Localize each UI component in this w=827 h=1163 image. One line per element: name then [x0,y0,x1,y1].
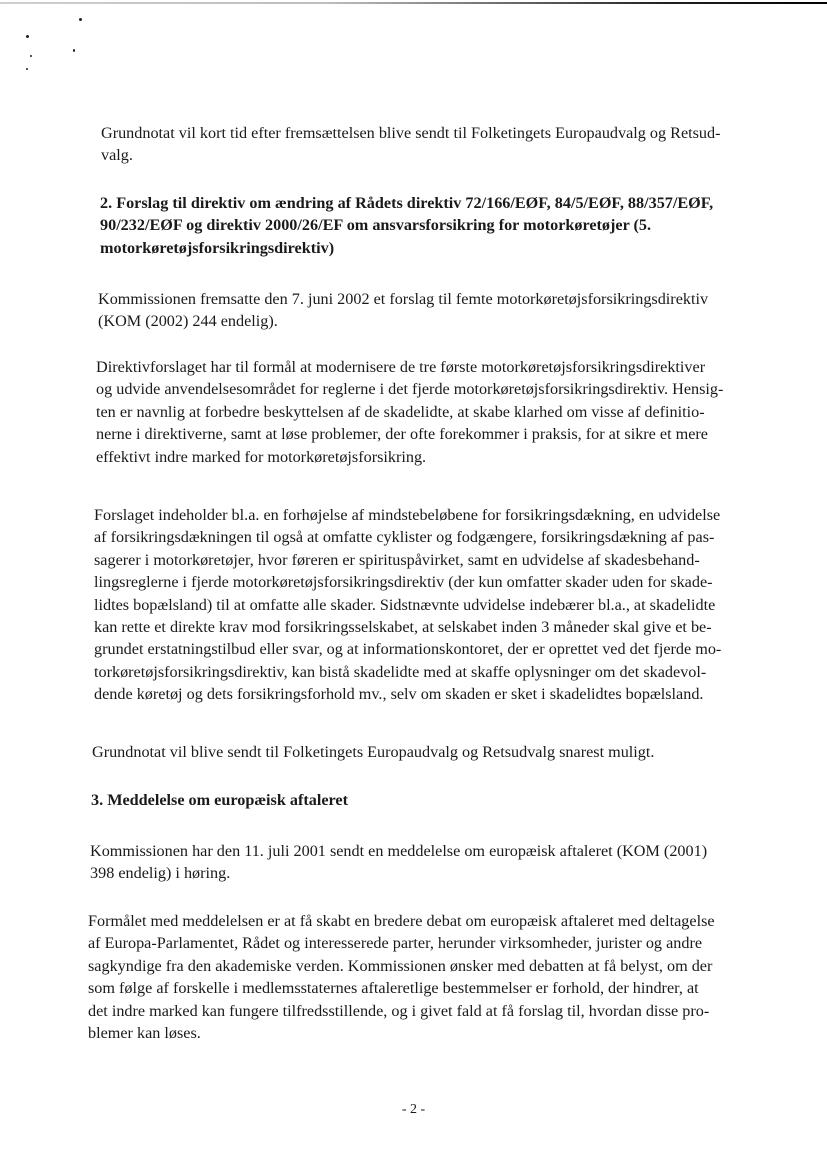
section-3-paragraph-2: Formålet med meddelelsen er at få skabt en bredere debat om europæisk aftaleret med deltagelse af Europa-Parlamentet, Rådet og interesserede parter, herunder virksomheder, jurister og andre sagkyndige fra den akademiske verden. Kommissionen ønsker med debatten at få belyst, om der som følge af forskelle i medlemsstaternes aftaleretlige bestemmelser er forhold, der hindrer, at det indre marked kan fungere tilfredsstillende, og i givet fald at få forslag til, hvordan disse pro- blemer kan løses. [88,912,715,1043]
page-number: - 2 - [401,1102,426,1117]
section-3-heading: 3. Meddelelse om europæisk aftaleret [91,791,349,809]
scan-speck [30,55,32,57]
section-2-heading: 2. Forslag til direktiv om ændring af Rådets direktiv 72/166/EØF, 84/5/EØF, 88/357/EØF, 90/232/EØF og direktiv 2000/26/EF om ansvarsforsikring for motorkøretøjer (5. motorkøretøjsforsikringsdirektiv) [100,194,714,257]
intro-paragraph: Grundnotat vil kort tid efter fremsættelsen blive sendt til Folketingets Europaudvalg og Retsud- valg. [101,124,721,165]
scan-speck [26,68,28,70]
scan-top-edge [0,2,827,4]
section-2-paragraph-1: Kommissionen fremsatte den 7. juni 2002 et forslag til femte motorkøretøjsforsikringsdirektiv (KOM (2002) 244 endelig). [98,290,709,331]
scan-speck [73,49,75,52]
section-2-paragraph-4: Grundnotat vil blive sendt til Folketingets Europaudvalg og Retsudvalg snarest muligt. [92,743,655,761]
scan-speck [79,18,82,21]
scan-speck [26,35,29,38]
section-2-paragraph-2: Direktivforslaget har til formål at modernisere de tre første motorkøretøjsforsikringsdirektiver og udvide anvendelsesområdet for reglerne i det fjerde motorkøretøjsforsikringsdirektiv. Hensig- ten er navnlig at forbedre beskyttelsen af de skadelidte, at skabe klarhed om visse af definitio- nerne i direktiverne, samt at løse problemer, der ofte forekommer i praksis, for at sikre et mere effektivt indre marked for motorkøretøjsforsikring. [96,358,724,466]
section-3-paragraph-1: Kommissionen har den 11. juli 2001 sendt en meddelelse om europæisk aftaleret (KOM (2001) 398 endelig) i høring. [90,842,708,883]
section-2-paragraph-3: Forslaget indeholder bl.a. en forhøjelse af mindstebeløbene for forsikringsdækning, en udvidelse af forsikringsdækningen til også at omfatte cyklister og fodgængere, forsikringsdækning af pas- sagerer i motorkøretøjer, hvor føreren er spirituspåvirket, samt en udvidelse af skadesbehand- lingsreglerne i fjerde motorkøretøjsforsikringsdirektiv (der kun omfatter skader uden for skade- lidtes bopælsland) til at omfatte alle skader. Sidstnævnte udvidelse indebærer bl.a., at skadelidte kan rette et direkte krav mod forsikringsselskabet, at selskabet inden 3 måneder skal give et be- grundet erstatningstilbud eller svar, og at informationskontoret, der er oprettet ved det fjerde mo- torkøretøjsforsikringsdirektiv, kan bistå skadelidte med at skaffe oplysninger om det skadevol- dende køretøj og dets forsikringsforhold mv., selv om skaden er sket i skadelidtes bopælsland. [94,506,722,704]
